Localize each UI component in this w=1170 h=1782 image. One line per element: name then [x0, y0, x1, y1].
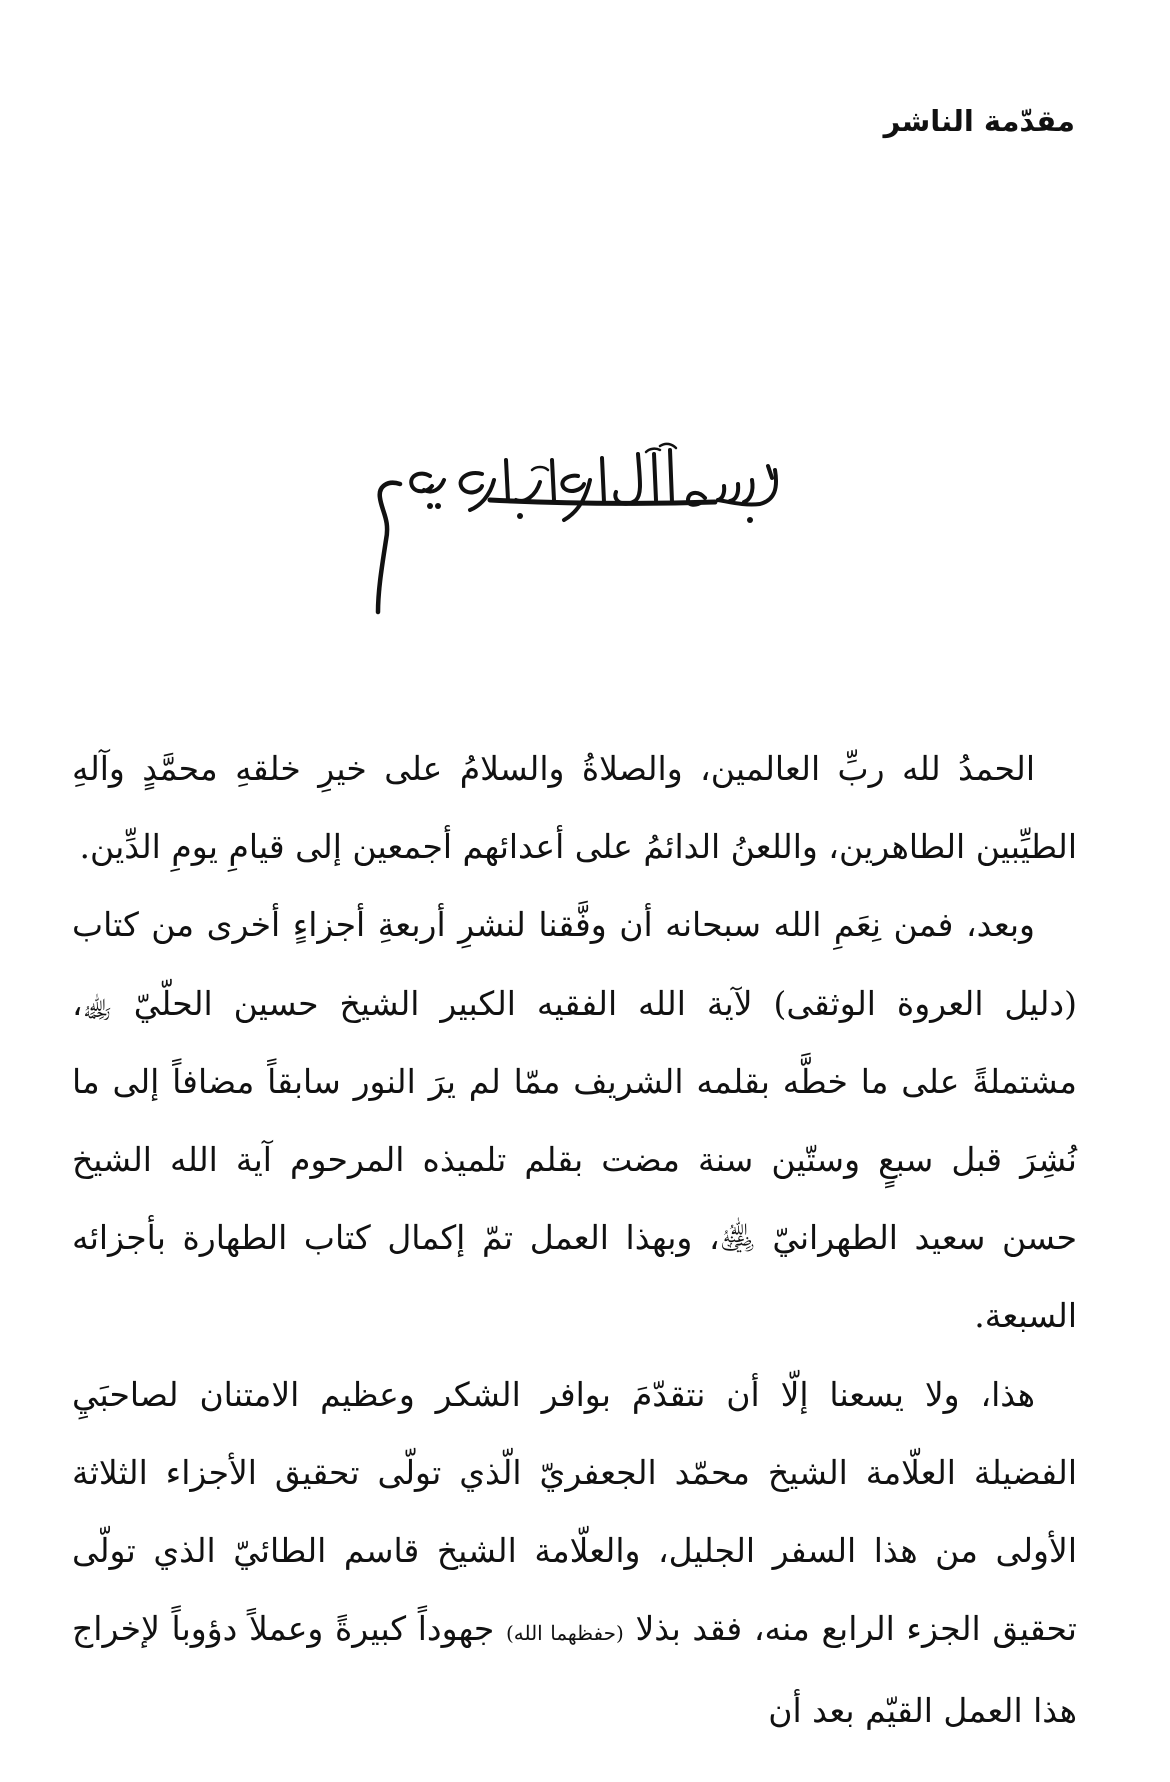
page-title: مقدّمة الناشر: [883, 104, 1075, 138]
paragraph-2: وبعد، فمن نِعَمِ الله سبحانه أن وفَّقنا لنشرِ أربعةِ أجزاءٍ أخرى من كتاب (دليل العروة الوثقى) لآية الله الفقيه الكبير الشيخ حسين الحلّيّ ﵀، مشتملةً على ما خطَّه بقلمه الشريف ممّا لم يرَ النور سابقاً مضافاً إلى ما نُشِرَ قبل سبعٍ وستّين سنة مضت بقلم تلميذه المرحوم آية الله الشيخ حسن سعيد الطهرانيّ ﵁، وبهذا العمل تمّ إكمال كتاب الطهارة بأجزائه السبعة.: [72, 905, 1077, 1336]
paragraph-3: [72, 1356, 1077, 1751]
paragraph-3-text-before: هذا، ولا يسعنا إلّا أن نتقدّمَ بوافر الشكر وعظيم الامتنان لصاحبَيِ الفضيلة العلّامة الشيخ محمّد الجعفريّ الّذي تولّى تحقيق الأجزاء الثلاثة الأولى من هذا السفر الجليل، والعلّامة الشيخ قاسم الطائيّ الذي تولّى تحقيق الجزء الرابع منه، فقد بذلا: [72, 1374, 1077, 1649]
honorific-note: (حفظهما الله): [505, 1621, 624, 1646]
paragraph-3-text-after: جهوداً كبيرةً وعملاً دؤوباً لإخراج هذا العمل القيّم بعد أن: [72, 1609, 1077, 1731]
paragraph-1: الحمدُ لله ربِّ العالمين، والصلاةُ والسلامُ على خيرِ خلقهِ محمَّدٍ وآلهِ الطيِّبين الطاهرين، واللعنُ الدائمُ على أعدائهم أجمعين إلى قيامِ يومِ الدِّين.: [72, 749, 1077, 867]
basmala-calligraphy: [320, 440, 800, 630]
body-text: [72, 730, 1077, 1751]
